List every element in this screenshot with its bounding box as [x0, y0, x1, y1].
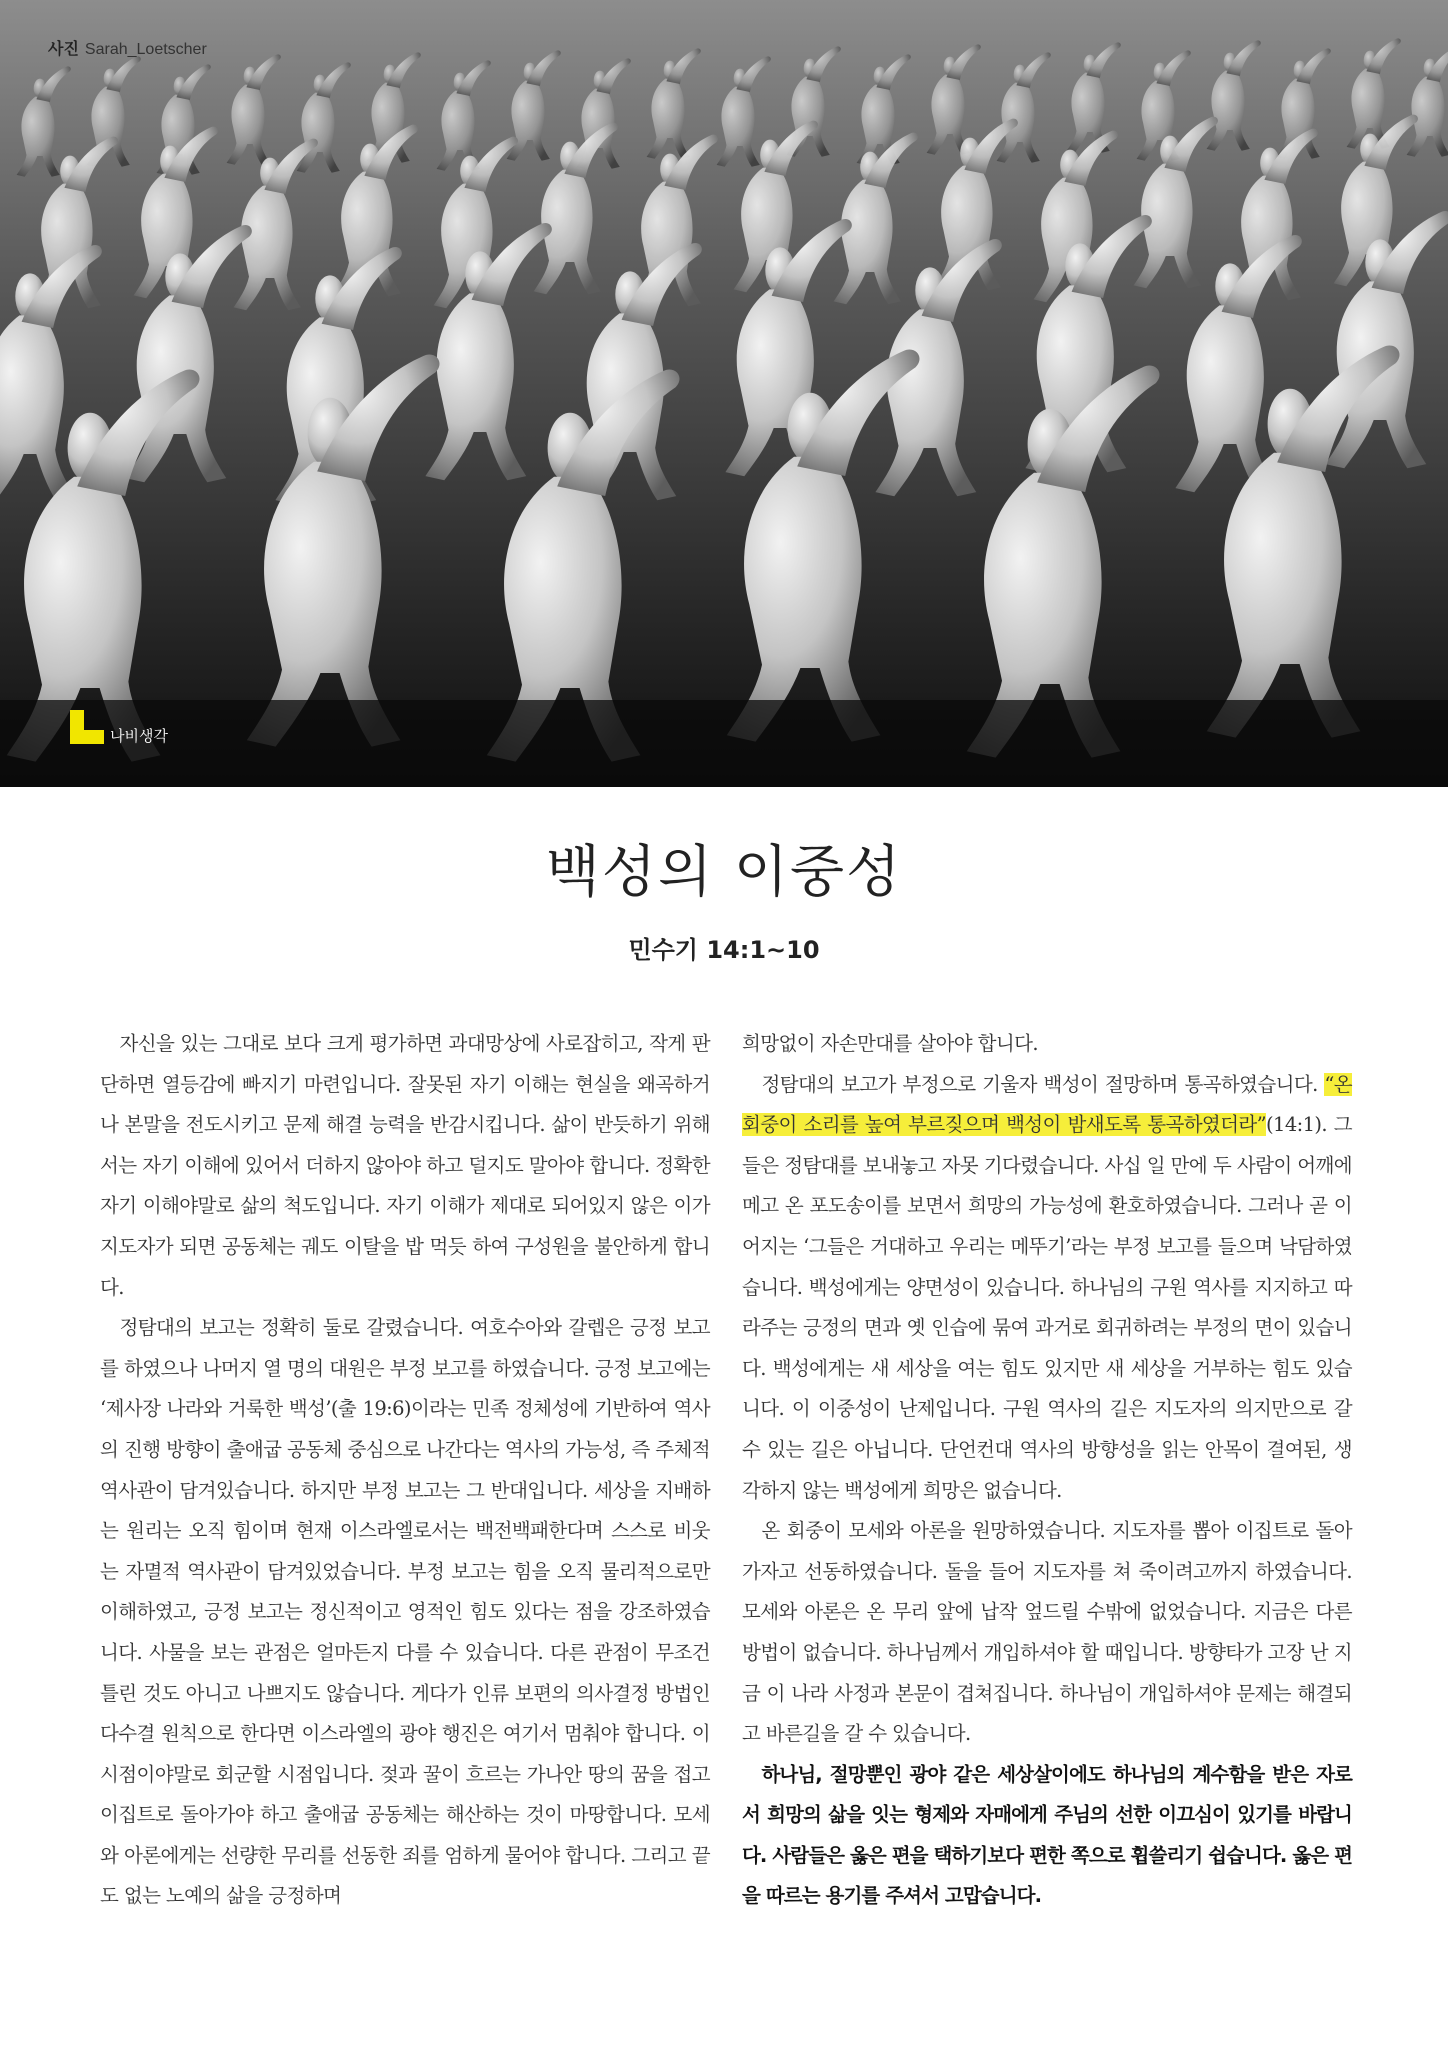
photo-credit: [48, 36, 207, 59]
paragraph: [742, 1065, 1352, 1512]
paragraph: 희망없이 자손만대를 살아야 합니다.: [742, 1032, 1038, 1055]
corner-bracket-icon: [70, 710, 104, 744]
page-title: 백성의 이중성: [545, 840, 903, 905]
paragraph: 자신을 있는 그대로 보다 크게 평가하면 과대망상에 사로잡히고, 작게 판단하면 열등감에 빠지기 마련입니다. 잘못된 자기 이해는 현실을 왜곡하거나 본말을 전도시키고 문제 해결 능력을 반감시킵니다. 삶이 반듯하기 위해서는 자기 이해에 있어서 더하지 않아야 하고 덜지도 말아야 합니다. 정확한 자기 이해야말로 삶의 척도입니다. 자기 이해가 제대로 되어있지 않은 이가 지도자가 되면 공동체는 궤도 이탈을 밥 먹듯 하여 구성원을 불안하게 합니다.: [100, 1032, 710, 1299]
figurines-photo: [0, 0, 1448, 787]
highlighted-quote: “온 회중이 소리를 높여 부르짖으며 백성이 밤새도록 통곡하였더라”: [742, 1072, 1352, 1137]
scripture-reference: 민수기 14:1~10: [628, 936, 820, 964]
paragraph: 정탐대의 보고는 정확히 둘로 갈렸습니다. 여호수아와 갈렙은 긍정 보고를 하였으나 나머지 열 명의 대원은 부정 보고를 하였습니다. 긍정 보고에는 ‘제사장 나라와 거룩한 백성’(출 19:6)이라는 민족 정체성에 기반하여 역사의 진행 방향이 출애굽 공동체 중심으로 나간다는 역사의 가능성, 즉 주체적 역사관이 담겨있습니다. 하지만 부정 보고는 그 반대입니다. 세상을 지배하는 원리는 오직 힘이며 현재 이스라엘로서는 백전백패한다며 스스로 비웃는 자멸적 역사관이 담겨있었습니다. 부정 보고는 힘을 오직 물리적으로만 이해하였고, 긍정 보고는 정신적이고 영적인 힘도 있다는 점을 강조하였습니다. 사물을 보는 관점은 얼마든지 다를 수 있습니다. 다른 관점이 무조건 틀린 것도 아니고 나쁘지도 않습니다. 게다가 인류 보편의 의사결정 방법인 다수결 원칙으로 한다면 이스라엘의 광야 행진은 여기서 멈춰야 합니다. 이 시점이야말로 회군할 시점입니다. 젖과 꿀이 흐르는 가나안 땅의 꿈을 접고 이집트로 돌아가야 하고 출애굽 공동체는 해산하는 것이 마땅합니다. 모세와 아론에게는 선량한 무리를 선동한 죄를 엄하게 물어야 합니다. 그리고 끝도 없는 노예의 삶을 긍정하며: [100, 1316, 710, 1908]
section-marker: [70, 710, 168, 744]
closing-prayer: 하나님, 절망뿐인 광야 같은 세상살이에도 하나님의 계수함을 받은 자로서 희망의 삶을 잇는 형제와 자매에게 주님의 선한 이끄심이 있기를 바랍니다. 사람들은 옳은 편을 택하기보다 편한 쪽으로 휩쓸리기 쉽습니다. 옳은 편을 따르는 용기를 주셔서 고맙습니다.: [742, 1762, 1353, 1908]
section-label: 나비생각: [110, 727, 168, 745]
paragraph-text: 정탐대의 보고가 부정으로 기울자 백성이 절망하며 통곡하였습니다.: [761, 1072, 1325, 1096]
photo-credit-label: 사진: [48, 39, 79, 58]
cover-photo: [0, 0, 1448, 787]
column-right: [742, 1024, 1352, 1917]
column-left: [100, 1024, 710, 1917]
paragraph-text: (14:1). 그들은 정탐대를 보내놓고 자못 기다렸습니다. 사십 일 만에 두 사람이 어깨에 메고 온 포도송이를 보면서 희망의 가능성에 환호하였습니다. 그러나 곧 이어지는 ‘그들은 거대하고 우리는 메뚜기’라는 부정 보고를 들으며 낙담하였습니다. 백성에게는 양면성이 있습니다. 하나님의 구원 역사를 지지하고 따라주는 긍정의 면과 옛 인습에 묶여 과거로 회귀하려는 부정의 면이 있습니다. 백성에게는 새 세상을 여는 힘도 있지만 새 세상을 거부하는 힘도 있습니다. 이 이중성이 난제입니다. 구원 역사의 길은 지도자의 의지만으로 갈 수 있는 길은 아닙니다. 단언컨대 역사의 방향성을 읽는 안목이 결여된, 생각하지 않는 백성에게 희망은 없습니다.: [742, 1113, 1353, 1502]
paragraph: 온 회중이 모세와 아론을 원망하였습니다. 지도자를 뽑아 이집트로 돌아가자고 선동하였습니다. 돌을 들어 지도자를 쳐 죽이려고까지 하였습니다. 모세와 아론은 온 무리 앞에 납작 엎드릴 수밖에 없었습니다. 지금은 다른 방법이 없습니다. 하나님께서 개입하셔야 할 때입니다. 방향타가 고장 난 지금 이 나라 사정과 본문이 겹쳐집니다. 하나님이 개입하셔야 문제는 해결되고 바른길을 갈 수 있습니다.: [742, 1519, 1352, 1746]
photo-credit-name: Sarah_Loetscher: [84, 41, 207, 58]
